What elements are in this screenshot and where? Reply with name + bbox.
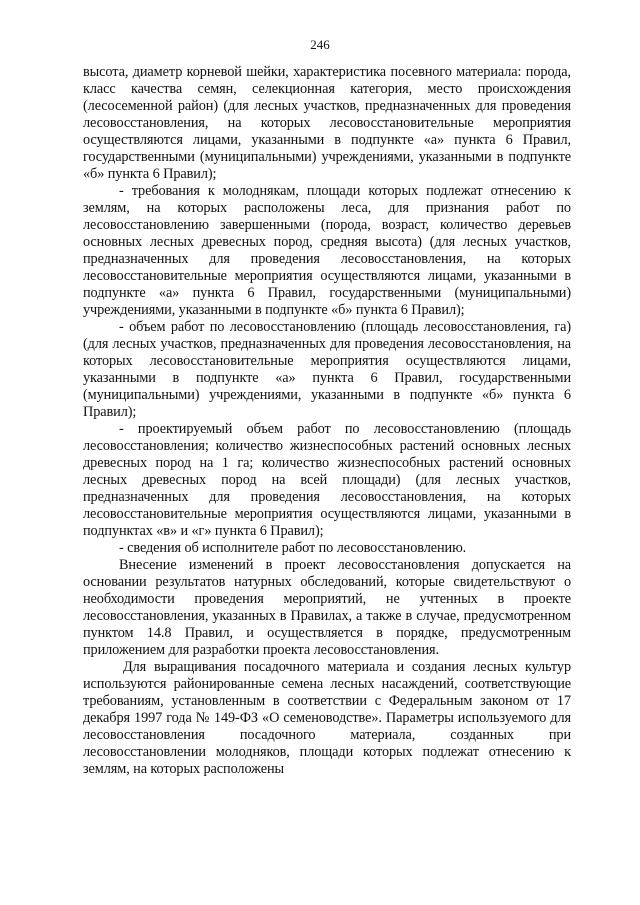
paragraph-3: - объем работ по лесовосстановлению (площадь лесовосстановления, га) (для лесных участков, предназначенных для проведения лесовосстановления, на которых лесовосстановительные мероприятия осуществляются лицами, указанными в подпункте «а» пункта 6 Правил, государственными (муниципальными) учреждениями, указанными в подпункте «б» пункта 6 Правил); bbox=[83, 319, 571, 420]
paragraph-6: Внесение изменений в проект лесовосстановления допускается на основании результатов натурных обследований, которые свидетельствуют о необходимости проведения мероприятий, не учтенных в проекте лесовосстановления, указанных в Правилах, а также в случае, предусмотренном пунктом 14.8 Правил, и осуществляется в порядке, предусмотренным приложением для разработки проекта лесовосстановления. bbox=[83, 557, 571, 658]
page-number: 246 bbox=[310, 37, 330, 52]
body-text bbox=[83, 64, 571, 778]
paragraph-2: - требования к молоднякам, площади которых подлежат отнесению к землям, на которых расположены леса, для признания работ по лесовосстановлению завершенными (порода, возраст, количество деревьев основных лесных древесных пород, средняя высота) (для лесных участков, предназначенных для проведения лесовосстановления, на которых лесовосстановительные мероприятия осуществляются лицами, указанными в подпункте «а» пункта 6 Правил, государственными (муниципальными) учреждениями, указанными в подпункте «б» пункта 6 Правил); bbox=[83, 183, 571, 318]
paragraph-7: Для выращивания посадочного материала и создания лесных культур используются районированные семена лесных насаждений, соответствующие требованиям, установленным в соответствии с Федеральным законом от 17 декабря 1997 года № 149-ФЗ «О семеноводстве». Параметры используемого для лесовосстановления посадочного материала, созданных при лесовосстановлении молодняков, площади которых подлежат отнесению к землям, на которых расположены bbox=[83, 659, 571, 777]
paragraph-5: - сведения об исполнителе работ по лесовосстановлению. bbox=[119, 540, 467, 556]
paragraph-4: - проектируемый объем работ по лесовосстановлению (площадь лесовосстановления; количество жизнеспособных растений основных лесных древесных пород на 1 га; количество жизнеспособных растений основных лесных древесных пород на всей площади) (для лесных участков, предназначенных для проведения лесовосстановления, на которых лесовосстановительные мероприятия осуществляются лицами, указанными в подпунктах «в» и «г» пункта 6 Правил); bbox=[83, 421, 571, 539]
paragraph-1: высота, диаметр корневой шейки, характеристика посевного материала: порода, класс качества семян, селекционная категория, место происхождения (лесосеменной район) (для лесных участков, предназначенных для проведения лесовосстановления, на которых лесовосстановительные мероприятия осуществляются лицами, указанными в подпункте «а» пункта 6 Правил, государственными (муниципальными) учреждениями, указанными в подпункте «б» пункта 6 Правил); bbox=[83, 64, 571, 182]
